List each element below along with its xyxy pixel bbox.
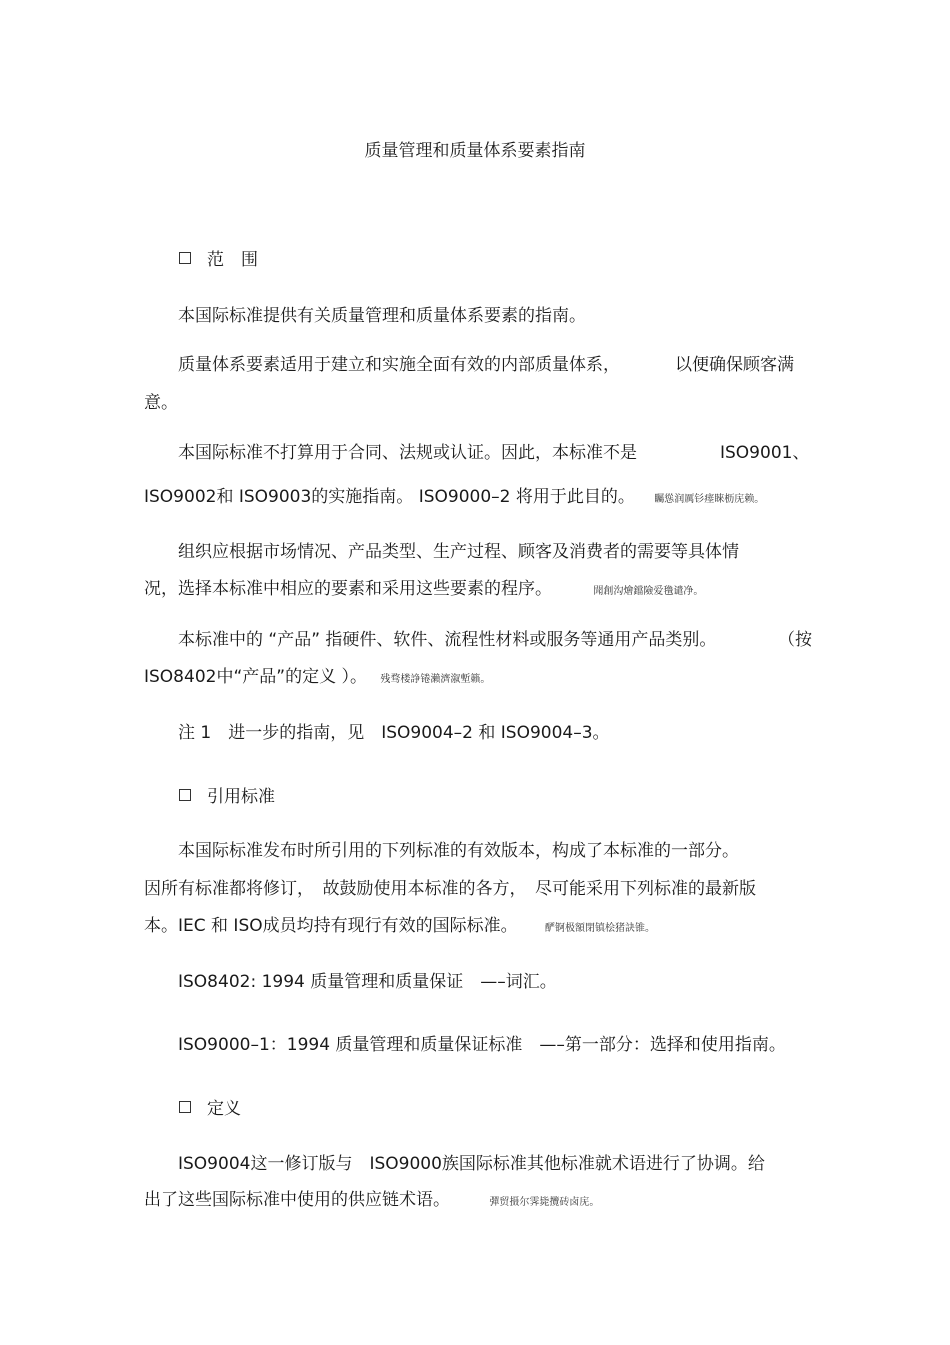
- reference-item: ISO8402: 1994 质量管理和质量保证 —–词汇。: [178, 972, 557, 992]
- garbled-note: 聞創沟燴鐺險爱氇谴净。: [593, 586, 704, 597]
- paragraph-line: 意。: [144, 393, 178, 413]
- paragraph-line: [144, 482, 764, 507]
- paragraph-line: [144, 1185, 599, 1210]
- section-title: 范 围: [207, 250, 258, 270]
- paragraph-line: [144, 662, 490, 687]
- paragraph-line: [144, 911, 655, 936]
- reference-item: ISO9000–1：1994 质量管理和质量保证标准 —–第一部分：选择和使用指南。: [178, 1035, 786, 1055]
- note: 注 1 进一步的指南，见 ISO9004–2 和 ISO9004–3。: [178, 723, 610, 743]
- garbled-note: 矚慫润厲钐瘗睞枥庑赖。: [654, 494, 765, 505]
- paragraph-line: 组织应根据市场情况、产品类型、生产过程、顾客及消费者的需要等具体情: [178, 542, 739, 562]
- paragraph-line: 本标准中的 “产品” 指硬件、软件、流程性材料或服务等通用产品类别。: [178, 630, 717, 650]
- section-title: 引用标准: [207, 787, 275, 807]
- section-title: 定义: [207, 1099, 241, 1119]
- paragraph-line: 本国际标准发布时所引用的下列标准的有效版本，构成了本标准的一部分。: [178, 841, 739, 861]
- document-title: 质量管理和质量体系要素指南: [364, 141, 586, 161]
- paragraph-line: 以便确保顾客满: [675, 355, 794, 375]
- garbled-note: 残骛楼諍锩瀨濟溆塹籟。: [380, 674, 491, 685]
- text: 况，选择本标准中相应的要素和采用这些要素的程序。: [144, 579, 552, 599]
- checkbox-icon: [179, 789, 191, 801]
- checkbox-icon: [179, 252, 191, 264]
- paragraph: 本国际标准提供有关质量管理和质量体系要素的指南。: [178, 306, 586, 326]
- section-heading-definitions: [179, 1094, 241, 1119]
- text: ISO9002和 ISO9003的实施指南。 ISO9000–2 将用于此目的。: [144, 487, 635, 507]
- text: 本。IEC 和 ISO成员均持有现行有效的国际标准。: [144, 916, 518, 936]
- section-heading-scope: [179, 245, 258, 270]
- paragraph-line: 本国际标准不打算用于合同、法规或认证。因此，本标准不是: [178, 443, 637, 463]
- garbled-note: 酽锕极額閉镇桧猪訣锥。: [545, 923, 656, 934]
- paragraph-line: ISO9001、: [720, 443, 810, 463]
- paragraph-line: 质量体系要素适用于建立和实施全面有效的内部质量体系，: [178, 355, 620, 375]
- checkbox-icon: [179, 1101, 191, 1113]
- paragraph-line: ISO9004这一修订版与 ISO9000族国际标准其他标准就术语进行了协调。给: [178, 1154, 765, 1174]
- paragraph-line: [144, 574, 703, 599]
- text: ISO8402中“产品”的定义 ）。: [144, 667, 367, 687]
- section-heading-references: [179, 782, 275, 807]
- paragraph-line: （按: [778, 630, 812, 650]
- text: 出了这些国际标准中使用的供应链术语。: [144, 1190, 450, 1210]
- paragraph-line: 因所有标准都将修订， 故鼓励使用本标准的各方， 尽可能采用下列标准的最新版: [144, 879, 756, 899]
- garbled-note: 彈贸摄尔霁毙攬砖卤庑。: [489, 1197, 600, 1208]
